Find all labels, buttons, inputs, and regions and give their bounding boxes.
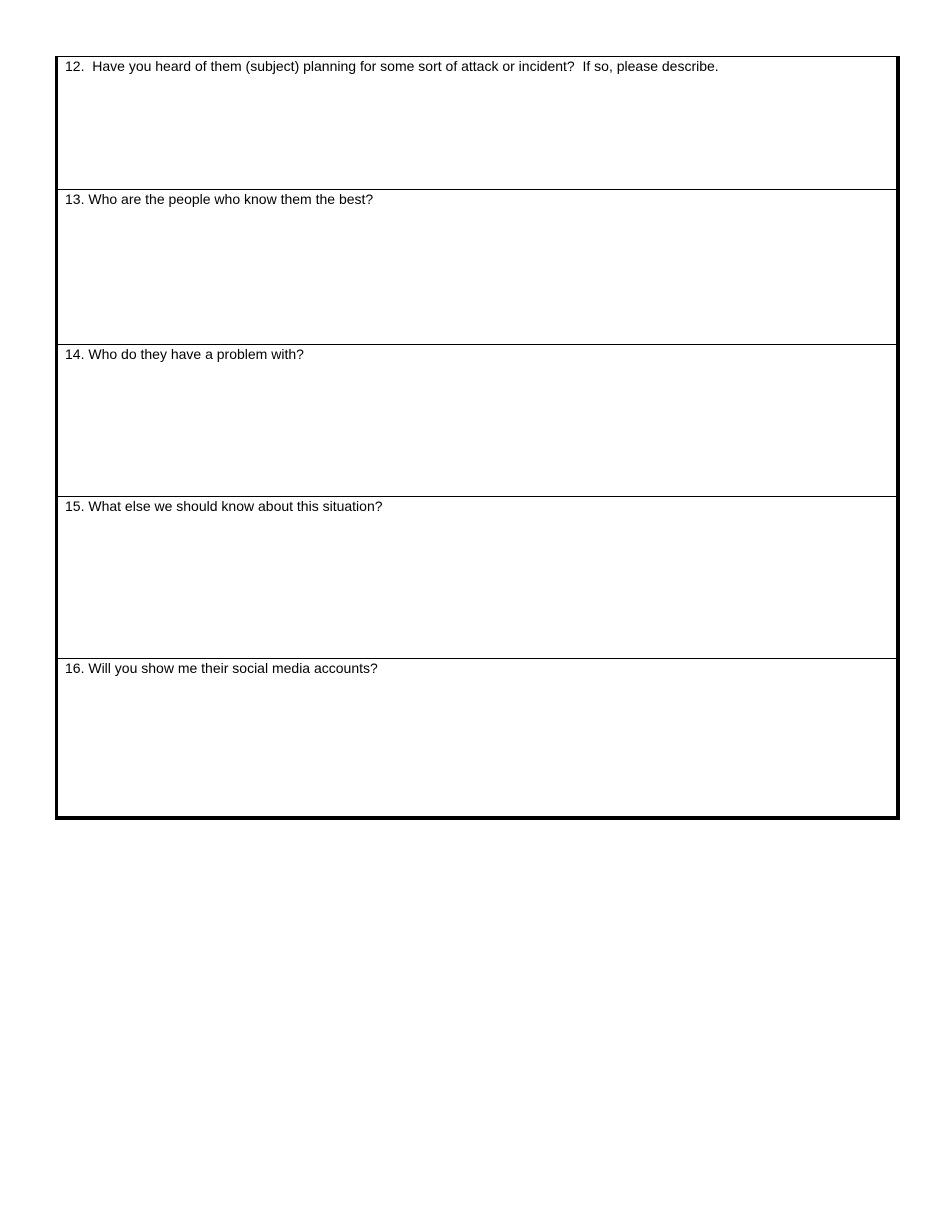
question-12-label: 12. Have you heard of them (subject) planning for some sort of attack or incident? If so, please describe. <box>65 58 719 74</box>
question-13-answer-area[interactable] <box>58 210 896 344</box>
question-row-15 <box>58 497 896 659</box>
question-14-answer-area[interactable] <box>58 365 896 496</box>
question-16-label: 16. Will you show me their social media accounts? <box>65 660 378 676</box>
question-14-label: 14. Who do they have a problem with? <box>65 346 304 362</box>
question-15-label: 15. What else we should know about this situation? <box>65 498 383 514</box>
question-16-answer-area[interactable] <box>58 679 896 816</box>
question-row-13 <box>58 190 896 345</box>
question-13-label: 13. Who are the people who know them the best? <box>65 191 374 207</box>
questionnaire-table <box>55 56 900 820</box>
question-15-answer-area[interactable] <box>58 517 896 658</box>
question-row-14 <box>58 345 896 497</box>
question-row-12 <box>58 57 896 190</box>
question-row-16 <box>58 659 896 816</box>
question-12-answer-area[interactable] <box>58 77 896 189</box>
